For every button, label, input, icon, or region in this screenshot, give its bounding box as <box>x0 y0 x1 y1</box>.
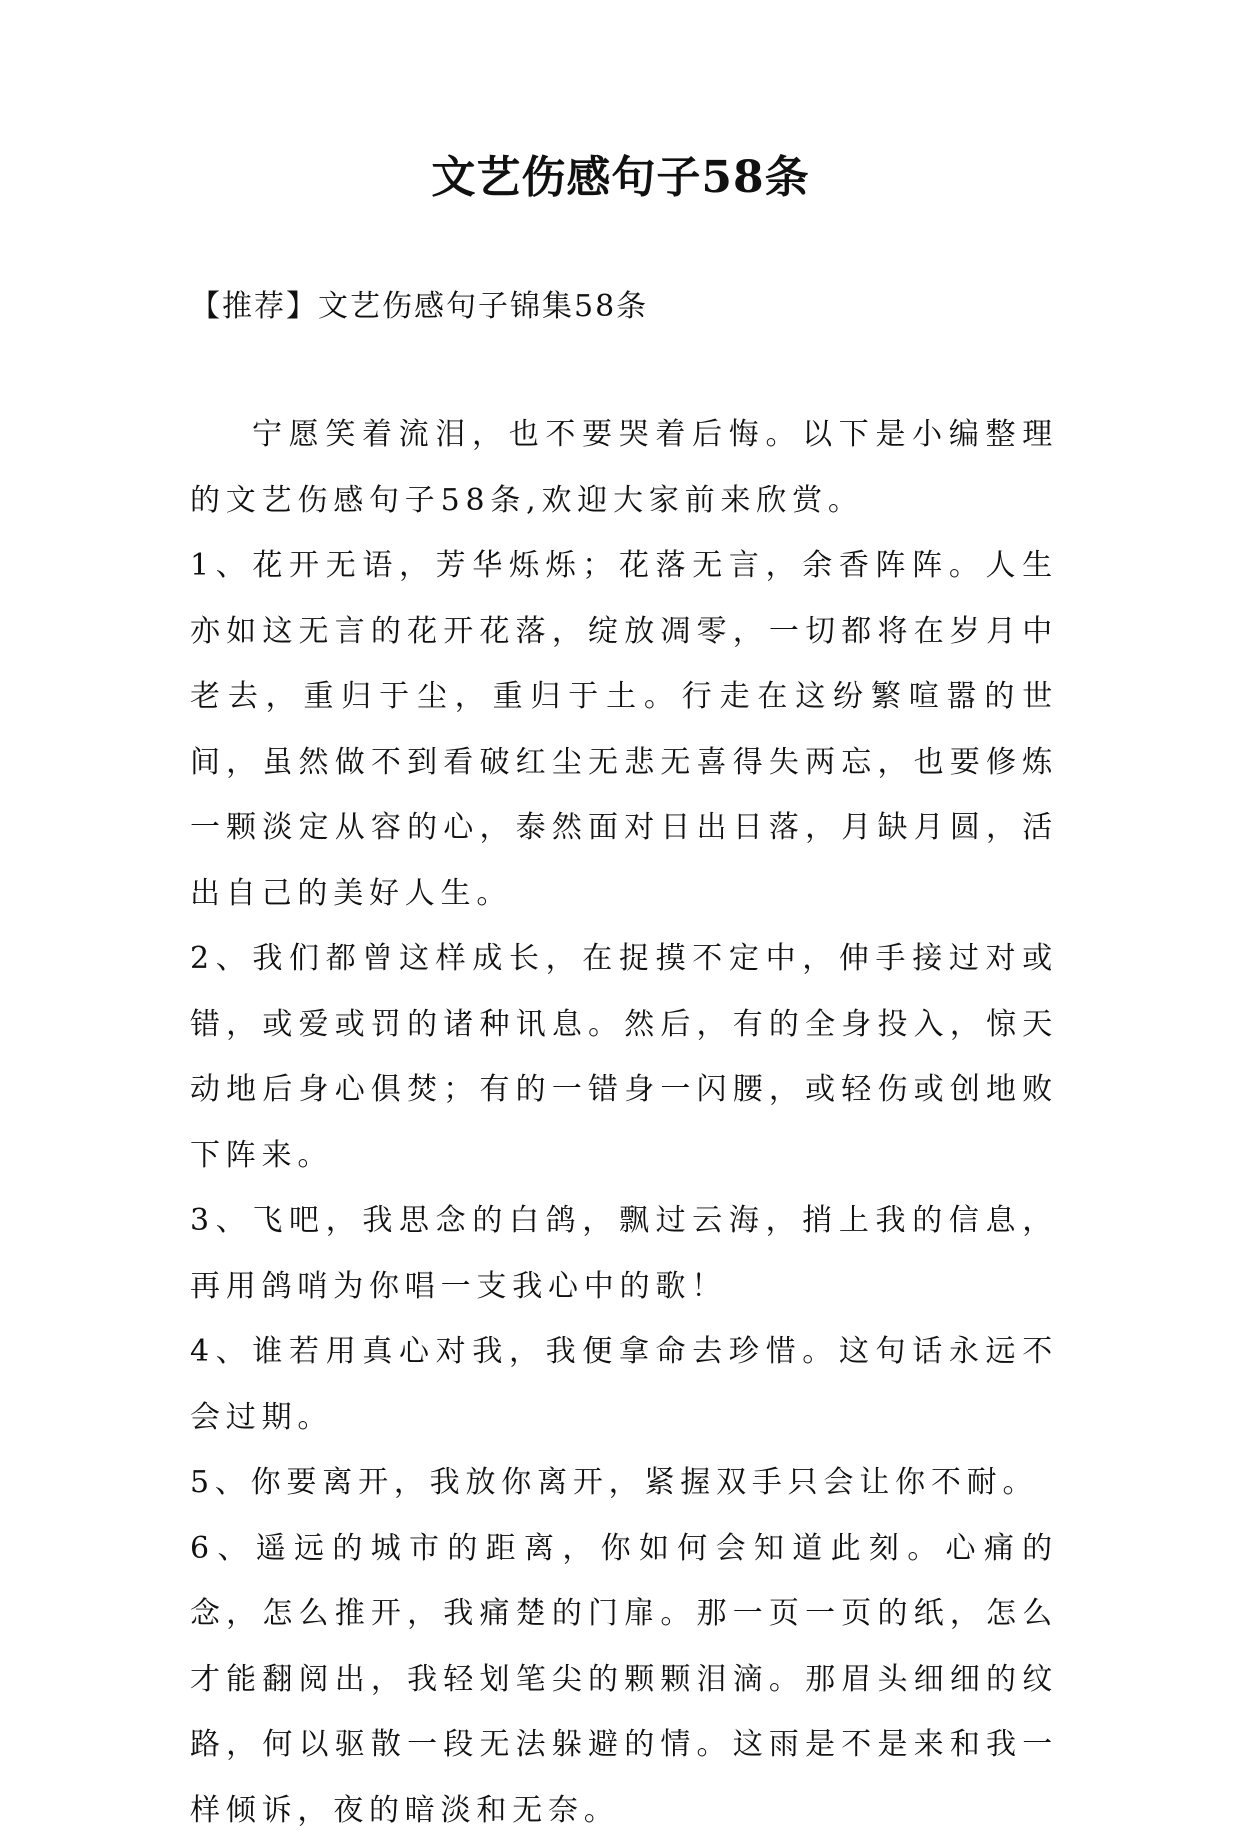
list-item: 4、谁若用真心对我，我便拿命去珍惜。这句话永远不会过期。 <box>190 1319 1058 1450</box>
document-subtitle: 【推荐】文艺伤感句子锦集58条 <box>190 287 648 327</box>
document-title: 文艺伤感句子58条 <box>0 150 1241 206</box>
list-item: 2、我们都曾这样成长，在捉摸不定中，伸手接过对或错，或爱或罚的诸种讯息。然后，有的全身投入，惊天动地后身心俱焚；有的一错身一闪腰，或轻伤或创地败下阵来。 <box>190 926 1058 1188</box>
document-body <box>190 402 1058 1843</box>
list-item: 6、遥远的城市的距离，你如何会知道此刻。心痛的念，怎么推开，我痛楚的门扉。那一页一页的纸，怎么才能翻阅出，我轻划笔尖的颗颗泪滴。那眉头细细的纹路，何以驱散一段无法躲避的情。这雨是不是来和我一样倾诉，夜的暗淡和无奈。 <box>190 1516 1058 1843</box>
list-item: 5、你要离开，我放你离开，紧握双手只会让你不耐。 <box>190 1450 1058 1516</box>
intro-paragraph: 宁愿笑着流泪，也不要哭着后悔。以下是小编整理的文艺伤感句子58条,欢迎大家前来欣赏。 <box>190 402 1058 533</box>
list-item: 3、飞吧，我思念的白鸽，飘过云海，捎上我的信息，再用鸽哨为你唱一支我心中的歌！ <box>190 1188 1058 1319</box>
list-item: 1、花开无语，芳华烁烁；花落无言，余香阵阵。人生亦如这无言的花开花落，绽放凋零，一切都将在岁月中老去，重归于尘，重归于土。行走在这纷繁喧嚣的世间，虽然做不到看破红尘无悲无喜得失两忘，也要修炼一颗淡定从容的心，泰然面对日出日落，月缺月圆，活出自己的美好人生。 <box>190 533 1058 926</box>
